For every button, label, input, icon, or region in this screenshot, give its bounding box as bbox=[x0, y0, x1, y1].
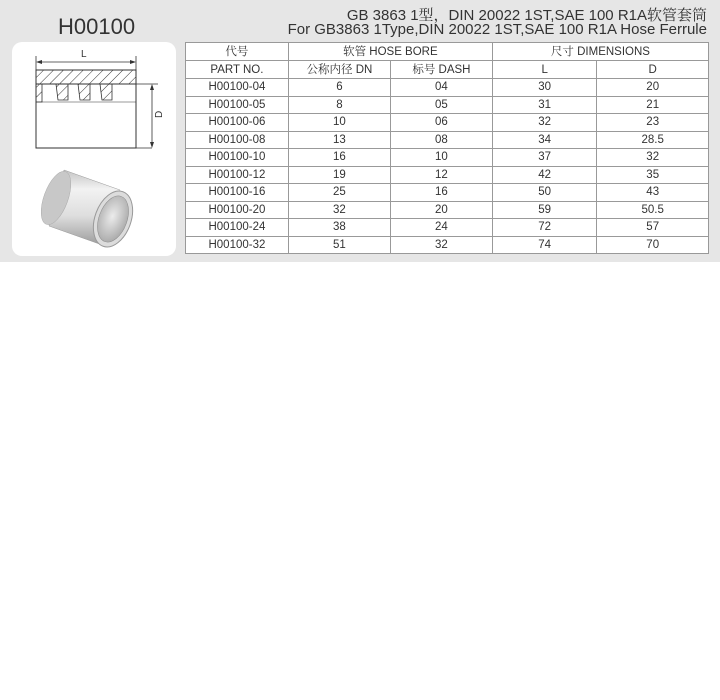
header-part-no-cn: 代号 bbox=[186, 43, 289, 61]
cell-dash: 24 bbox=[390, 219, 492, 237]
cell-d: 21 bbox=[597, 96, 709, 114]
cell-l: 31 bbox=[492, 96, 597, 114]
table-row bbox=[186, 219, 709, 237]
table-row bbox=[186, 184, 709, 202]
cell-d: 70 bbox=[597, 236, 709, 254]
cell-d: 32 bbox=[597, 149, 709, 167]
specification-table bbox=[185, 42, 709, 254]
table-row bbox=[186, 96, 709, 114]
cell-dash: 10 bbox=[390, 149, 492, 167]
cell-l: 74 bbox=[492, 236, 597, 254]
diameter-dimension-label: D bbox=[154, 110, 165, 118]
cell-part-no: H00100-32 bbox=[186, 236, 289, 254]
header-dn: 公称内径 DN bbox=[288, 61, 390, 79]
table-subheader-row bbox=[186, 61, 709, 79]
header-part-no-en: PART NO. bbox=[186, 61, 289, 79]
cell-l: 50 bbox=[492, 184, 597, 202]
table-row bbox=[186, 114, 709, 132]
table-row bbox=[186, 236, 709, 254]
cell-dash: 04 bbox=[390, 79, 492, 97]
cell-dn: 51 bbox=[288, 236, 390, 254]
header-d: D bbox=[597, 61, 709, 79]
cell-l: 59 bbox=[492, 201, 597, 219]
cell-dn: 19 bbox=[288, 166, 390, 184]
cell-dn: 38 bbox=[288, 219, 390, 237]
cell-dash: 16 bbox=[390, 184, 492, 202]
product-image-panel bbox=[12, 42, 176, 256]
cell-d: 35 bbox=[597, 166, 709, 184]
header-hose-bore: 软管 HOSE BORE bbox=[288, 43, 492, 61]
cell-d: 23 bbox=[597, 114, 709, 132]
table-row bbox=[186, 131, 709, 149]
cell-part-no: H00100-08 bbox=[186, 131, 289, 149]
cell-dash: 06 bbox=[390, 114, 492, 132]
cell-part-no: H00100-12 bbox=[186, 166, 289, 184]
header-l: L bbox=[492, 61, 597, 79]
table-row bbox=[186, 166, 709, 184]
cell-part-no: H00100-04 bbox=[186, 79, 289, 97]
cell-dn: 25 bbox=[288, 184, 390, 202]
cell-d: 57 bbox=[597, 219, 709, 237]
cell-part-no: H00100-06 bbox=[186, 114, 289, 132]
cell-l: 30 bbox=[492, 79, 597, 97]
cell-l: 72 bbox=[492, 219, 597, 237]
cell-l: 42 bbox=[492, 166, 597, 184]
cell-l: 34 bbox=[492, 131, 597, 149]
cell-dn: 10 bbox=[288, 114, 390, 132]
cell-dash: 20 bbox=[390, 201, 492, 219]
cell-part-no: H00100-05 bbox=[186, 96, 289, 114]
cell-dash: 32 bbox=[390, 236, 492, 254]
cell-part-no: H00100-16 bbox=[186, 184, 289, 202]
cell-dn: 8 bbox=[288, 96, 390, 114]
table-row bbox=[186, 79, 709, 97]
cell-dn: 13 bbox=[288, 131, 390, 149]
cell-d: 20 bbox=[597, 79, 709, 97]
cell-part-no: H00100-24 bbox=[186, 219, 289, 237]
cell-d: 28.5 bbox=[597, 131, 709, 149]
cell-d: 50.5 bbox=[597, 201, 709, 219]
header-dimensions: 尺寸 DIMENSIONS bbox=[492, 43, 708, 61]
ferrule-section-drawing bbox=[36, 49, 165, 148]
header-dash: 标号 DASH bbox=[390, 61, 492, 79]
cell-dash: 12 bbox=[390, 166, 492, 184]
table-header-row bbox=[186, 43, 709, 61]
table-row bbox=[186, 201, 709, 219]
table-row bbox=[186, 149, 709, 167]
ferrule-drawing bbox=[12, 42, 176, 256]
product-title-english: For GB3863 1Type,DIN 20022 1ST,SAE 100 R1A Hose Ferrule bbox=[287, 21, 707, 38]
cell-l: 37 bbox=[492, 149, 597, 167]
cell-dash: 05 bbox=[390, 96, 492, 114]
cell-dash: 08 bbox=[390, 131, 492, 149]
product-title-chinese: GB 3863 1型，DIN 20022 1ST,SAE 100 R1A软管套筒 bbox=[346, 7, 707, 24]
cell-d: 43 bbox=[597, 184, 709, 202]
cell-part-no: H00100-10 bbox=[186, 149, 289, 167]
cell-dn: 6 bbox=[288, 79, 390, 97]
ferrule-3d-render bbox=[35, 168, 140, 253]
length-dimension-label: L bbox=[81, 49, 87, 60]
cell-l: 32 bbox=[492, 114, 597, 132]
cell-part-no: H00100-20 bbox=[186, 201, 289, 219]
cell-dn: 32 bbox=[288, 201, 390, 219]
cell-dn: 16 bbox=[288, 149, 390, 167]
part-code-title: H00100 bbox=[58, 14, 136, 39]
